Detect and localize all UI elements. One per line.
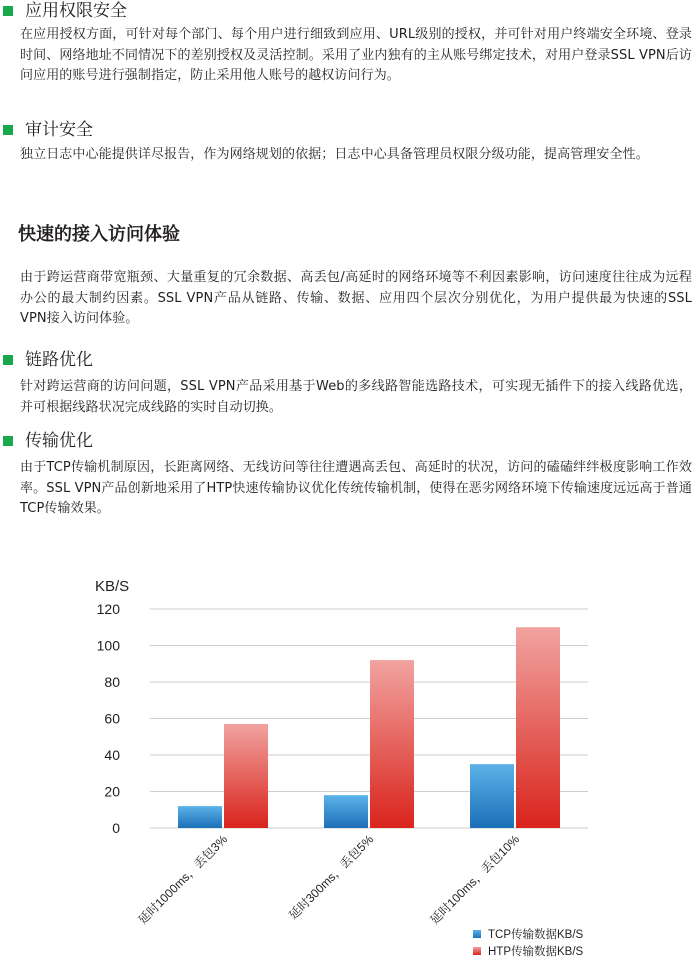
heading-fast-access: 快速的接入访问体验 (18, 224, 180, 245)
y-tick-label: 80 (104, 674, 120, 690)
section-header-audit-security (0, 119, 93, 141)
section-title: 应用权限安全 (25, 1, 127, 21)
section-title: 审计安全 (25, 120, 93, 140)
section-header-transport-opt (0, 430, 93, 452)
y-axis-label: KB/S (95, 578, 130, 595)
section-body: 在应用授权方面，可针对每个部门、每个用户进行细致到应用、URL级别的授权，并可针对用户终端安全环境、登录时间、网络地址不同情况下的差别授权及灵活控制。采用了业内独有的主从账号绑定技术，对用户登录SSL VPN后访问应用的账号进行强制指定，防止采用他人账号的越权访问行为。 (20, 27, 692, 83)
bar-tcp (178, 806, 222, 828)
y-tick-labels (97, 601, 121, 836)
y-tick-label: 0 (112, 820, 120, 836)
bar-htp (516, 627, 560, 828)
legend-label: HTP传输数据KB/S (488, 946, 584, 958)
y-tick-label: 40 (104, 747, 120, 763)
bandwidth-bar-chart (0, 560, 700, 960)
legend-swatch (473, 930, 481, 938)
y-tick-label: 60 (104, 710, 120, 727)
section-body: 由于跨运营商带宽瓶颈、大量重复的冗余数据、高丢包/高延时的网络环境等不利因素影响，访问速度往往成为远程办公的最大制约因素。SSL VPN产品从链路、传输、数据、应用四个层次分别优化，为用户提供最为快速的SSL VPN接入访问体验。 (20, 270, 692, 326)
section-title: 传输优化 (25, 431, 93, 451)
section-title: 链路优化 (25, 350, 93, 370)
y-tick-label: 100 (96, 637, 120, 654)
bullet-square-icon (3, 6, 13, 16)
bullet-square-icon (3, 355, 13, 365)
bullet-square-icon (3, 125, 13, 135)
section-header-app-security (0, 0, 127, 22)
legend-swatch (473, 947, 481, 955)
section-body: 独立日志中心能提供详尽报告，作为网络规划的依据；日志中心具备管理员权限分级功能，提高管理安全性。 (20, 147, 649, 162)
bar-htp (224, 724, 268, 828)
bar-htp (370, 660, 414, 828)
bullet-square-icon (3, 436, 13, 446)
y-tick-label: 120 (96, 601, 120, 617)
x-tick-labels (135, 831, 523, 927)
legend-label: TCP传输数据KB/S (488, 929, 584, 941)
section-header-link-opt (0, 349, 93, 371)
bars (178, 627, 560, 828)
x-tick-label: 延时100ms，丢包10% (427, 832, 523, 928)
legend (473, 927, 584, 958)
y-tick-label: 20 (104, 783, 120, 800)
x-tick-label: 延时300ms，丢包5% (286, 832, 377, 923)
bar-tcp (324, 795, 368, 828)
bar-tcp (470, 764, 514, 828)
section-body: 针对跨运营商的访问问题，SSL VPN产品采用基于Web的多线路智能选路技术，可实现无插件下的接入线路优选，并可根据线路状况完成线路的实时自动切换。 (20, 379, 692, 415)
x-tick-label: 延时1000ms，丢包3% (135, 832, 231, 928)
section-body: 由于TCP传输机制原因，长距离网络、无线访问等往往遭遇高丢包、高延时的状况，访问的磕磕绊绊极度影响工作效率。SSL VPN产品创新地采用了HTP快速传输协议优化传统传输机制，使得在恶劣网络环境下传输速度远远高于普通TCP传输效果。 (20, 460, 692, 516)
